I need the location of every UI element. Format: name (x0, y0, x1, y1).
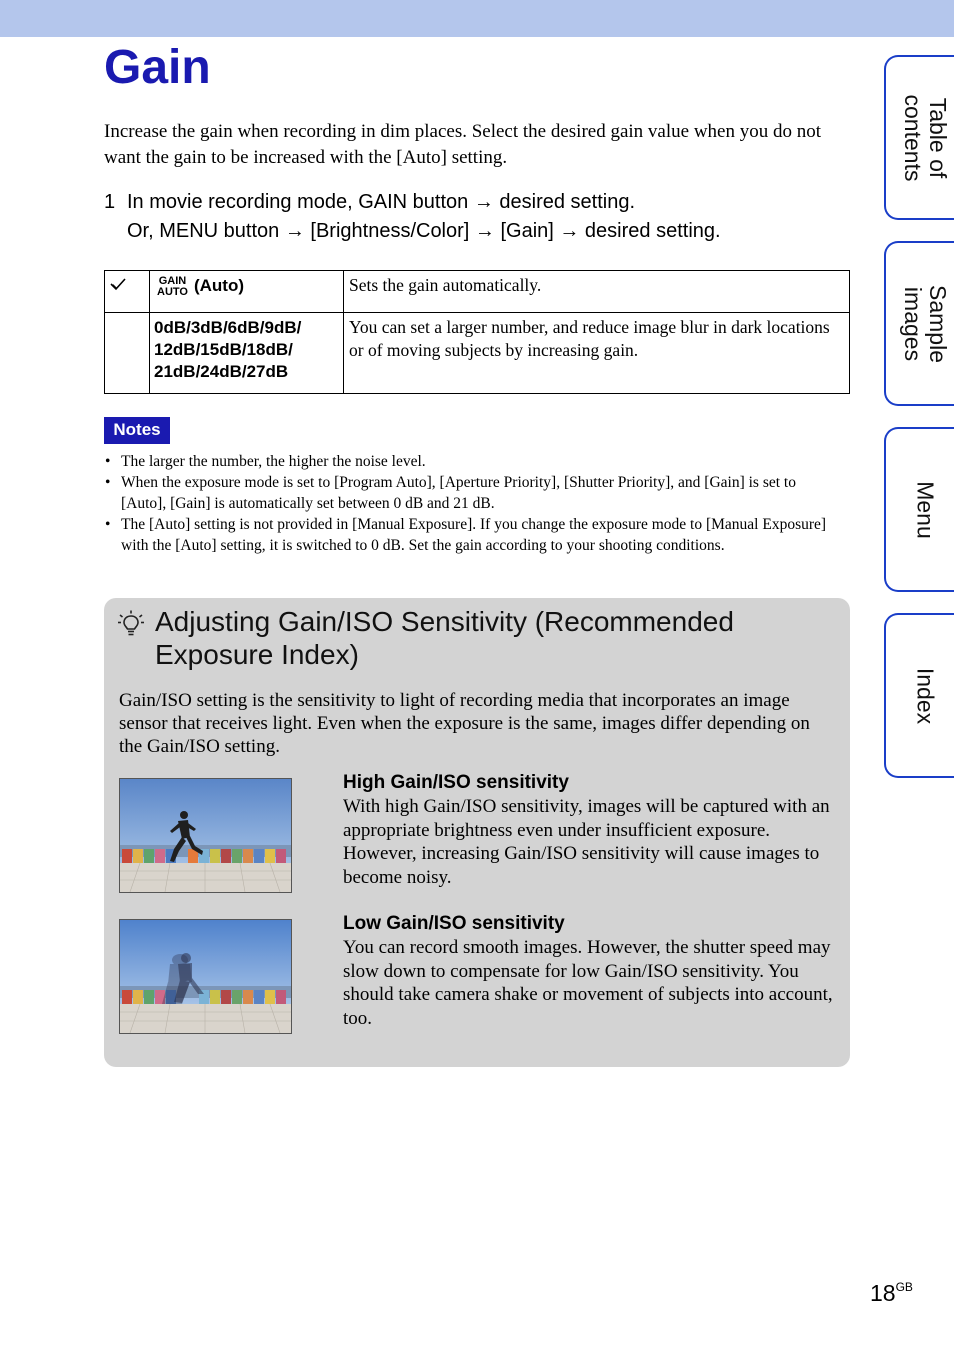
tab-menu[interactable] (884, 427, 954, 592)
low-sensitivity-photo (119, 919, 292, 1034)
setting-name: 0dB/3dB/6dB/9dB/ 12dB/15dB/18dB/ 21dB/24dB/27dB (150, 313, 344, 394)
step-line-1: In movie recording mode, GAIN button → desired setting. (127, 191, 636, 213)
list-item: • The larger the number, the higher the noise level. (104, 451, 844, 472)
tab-label: Table of contents (900, 94, 951, 181)
tab-sample-images[interactable] (884, 241, 954, 406)
tab-label: Index (912, 667, 939, 724)
default-marker-cell (105, 313, 150, 394)
page-number: $18^{GB}$ (870, 1280, 913, 1306)
setting-name: (Auto) (193, 276, 244, 295)
step-number: 1 (104, 191, 116, 213)
tab-label: Sample images (900, 284, 951, 363)
tip-box (104, 598, 850, 1067)
tab-label: Menu (912, 480, 939, 539)
notes-badge: Notes (104, 417, 170, 444)
high-sensitivity-section (343, 771, 833, 889)
high-sensitivity-body: With high Gain/ISO sensitivity, images will be captured with an appropriate brightness even under insufficient exposure. However, increasing Gain/ISO sensitivity will cause images to become noisy. (343, 796, 830, 888)
gain-settings-table (104, 270, 850, 394)
tab-table-of-contents[interactable] (884, 55, 954, 220)
top-color-bar (0, 0, 954, 37)
low-sensitivity-heading: Low Gain/ISO sensitivity (343, 913, 565, 934)
table-row (105, 313, 850, 394)
intro-paragraph: Increase the gain when recording in dim places. Select the desired gain value when you do not want the gain to be increased with the [Auto] setting. (104, 121, 822, 168)
page-title: Gain (104, 41, 211, 94)
tab-index[interactable] (884, 613, 954, 778)
default-check-icon (110, 277, 126, 291)
setting-description: Sets the gain automatically. (344, 271, 850, 313)
gain-auto-icon: GAIN AUTO (157, 274, 188, 298)
table-row (105, 271, 850, 313)
tip-title: Adjusting Gain/ISO Sensitivity (Recommended Exposure Index) (155, 606, 734, 670)
low-sensitivity-section (343, 912, 833, 1030)
high-sensitivity-heading: High Gain/ISO sensitivity (343, 772, 569, 793)
list-item: • When the exposure mode is set to [Program Auto], [Aperture Priority], [Shutter Priority], and [Gain] is set to [Auto], [Gain] is automatically set between 0 dB and 21 dB. (104, 472, 844, 514)
notes-list (104, 451, 844, 556)
setting-description: You can set a larger number, and reduce image blur in dark locations or of moving subjects by increasing gain. (344, 313, 850, 394)
step-line-2: Or, MENU button → [Brightness/Color] → [Gain] → desired setting. (127, 220, 721, 242)
tip-text: Gain/ISO setting is the sensitivity to light of recording media that incorporates an image sensor that receives light. Even when the exposure is the same, images differ depending on the Gain/ISO setting. (119, 690, 810, 757)
page-suffix: GB (895, 1280, 913, 1294)
low-sensitivity-body: You can record smooth images. However, the shutter speed may slow down to compensate for low Gain/ISO sensitivity. You should take camera shake or movement of subjects into account, too. (343, 937, 833, 1029)
default-marker-cell (105, 271, 150, 313)
lightbulb-icon (118, 610, 144, 638)
list-item: • The [Auto] setting is not provided in [Manual Exposure]. If you change the exposure mode to [Manual Exposure] with the [Auto] setting, it is switched to 0 dB. Set the gain according to your shooting conditions. (104, 514, 844, 556)
high-sensitivity-photo (119, 778, 292, 893)
setting-name-cell (150, 271, 344, 313)
